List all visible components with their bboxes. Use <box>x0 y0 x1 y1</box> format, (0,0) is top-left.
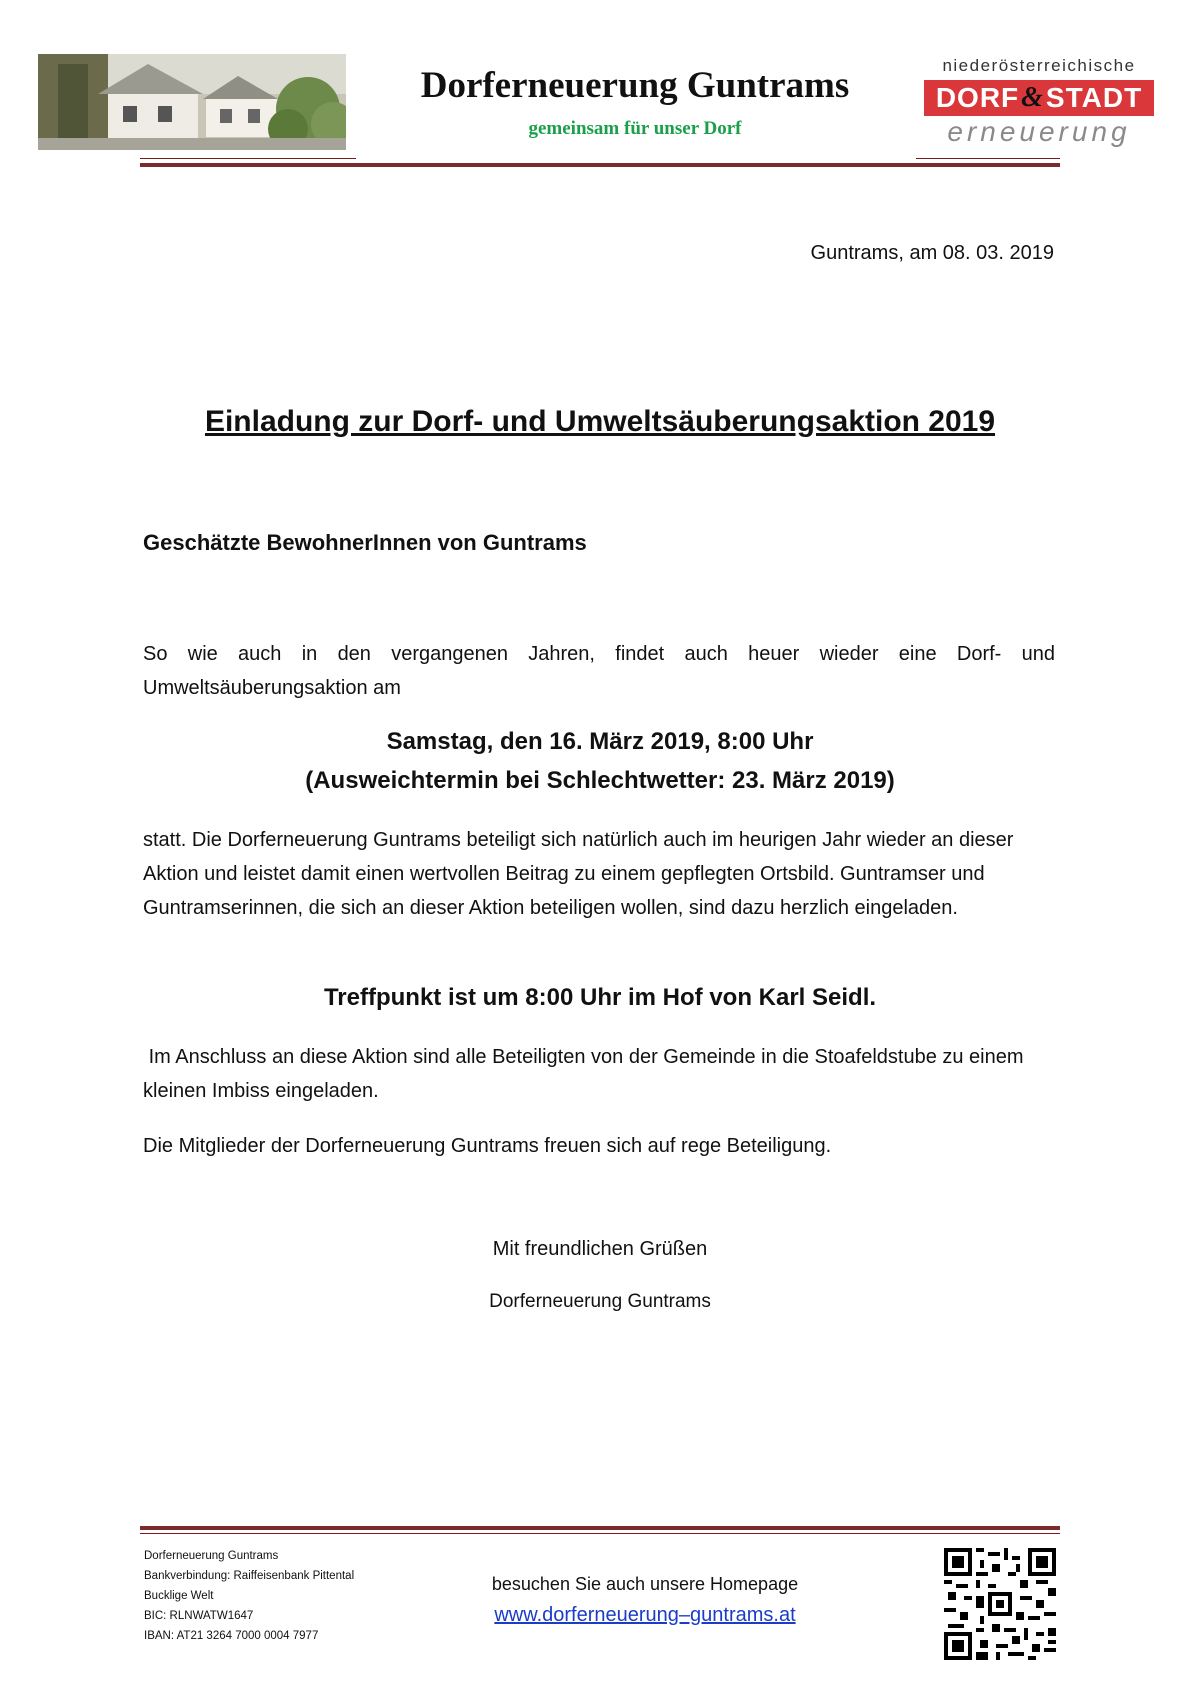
footer-address-line: Bankverbindung: Raiffeisenbank Pittental <box>144 1570 355 1582</box>
homepage-link[interactable]: www.dorferneuerung–guntrams.at <box>494 1604 796 1626</box>
regards: Mit freundlichen Grüßen <box>492 1238 708 1260</box>
header-rule-right <box>916 158 1060 159</box>
footer-address-line: BIC: RLNWATW1647 <box>144 1610 254 1622</box>
visit-homepage-text: besuchen Sie auch unsere Homepage <box>491 1574 799 1594</box>
body-paragraph: statt. Die Dorferneuerung Guntrams beteiligt sich natürlich auch im heurigen Jahr wieder an dieser Aktion und leistet damit einen wertvollen Beitrag zu einem gepflegten Ortsbild. Guntramser und Guntramserinnen, die sich an dieser Aktion beteiligen wollen, sind dazu herzlich eingeladen. <box>143 829 1014 919</box>
org-title: Dorferneuerung Guntrams <box>420 65 850 106</box>
followup-paragraph: Im Anschluss an diese Aktion sind alle Beteiligten von der Gemeinde in die Stoafeldstube zu einem kleinen Imbiss eingeladen. <box>143 1046 1030 1102</box>
footer-address-line: Bucklige Welt <box>144 1590 214 1602</box>
signature: Dorferneuerung Guntrams <box>489 1291 711 1312</box>
logo-box-left: DORF <box>935 82 1020 113</box>
event-date: Samstag, den 16. März 2019, 8:00 Uhr <box>386 728 814 755</box>
village-photo <box>38 54 346 150</box>
footer-address-line: IBAN: AT21 3264 7000 0004 7977 <box>144 1630 319 1642</box>
header-rule-left <box>140 158 356 159</box>
letter-date: Guntrams, am 08. 03. 2019 <box>810 242 1054 264</box>
qr-code-icon <box>944 1548 1056 1660</box>
logo-box <box>924 80 1154 116</box>
event-alternative-date: (Ausweichtermin bei Schlechtwetter: 23. März 2019) <box>305 767 895 794</box>
org-tagline: gemeinsam für unser Dorf <box>528 118 742 139</box>
logo-top-text: niederösterreichische <box>942 56 1136 75</box>
logo-bottom-text: erneuerung <box>947 116 1131 147</box>
footer-address <box>144 1546 354 1646</box>
footer-rule <box>140 1533 1060 1534</box>
meeting-point: Treffpunkt ist um 8:00 Uhr im Hof von Karl Seidl. <box>323 984 877 1011</box>
header-divider <box>140 163 1060 167</box>
dorf-stadt-erneuerung-logo <box>918 54 1160 150</box>
letter-title: Einladung zur Dorf- und Umweltsäuberungsaktion 2019 <box>204 405 996 438</box>
footer-divider <box>140 1526 1060 1530</box>
intro-paragraph: So wie auch in den vergangenen Jahren, findet auch heuer wieder eine Dorf- und Umweltsäuberungsaktion am <box>143 643 1055 699</box>
footer-address-line: Dorferneuerung Guntrams <box>144 1550 279 1562</box>
logo-ampersand: & <box>1021 82 1044 113</box>
outro-paragraph: Die Mitglieder der Dorferneuerung Guntrams freuen sich auf rege Beteiligung. <box>143 1135 832 1157</box>
letter-greeting: Geschätzte BewohnerInnen von Guntrams <box>143 530 587 555</box>
logo-box-right: STADT <box>1045 82 1143 113</box>
